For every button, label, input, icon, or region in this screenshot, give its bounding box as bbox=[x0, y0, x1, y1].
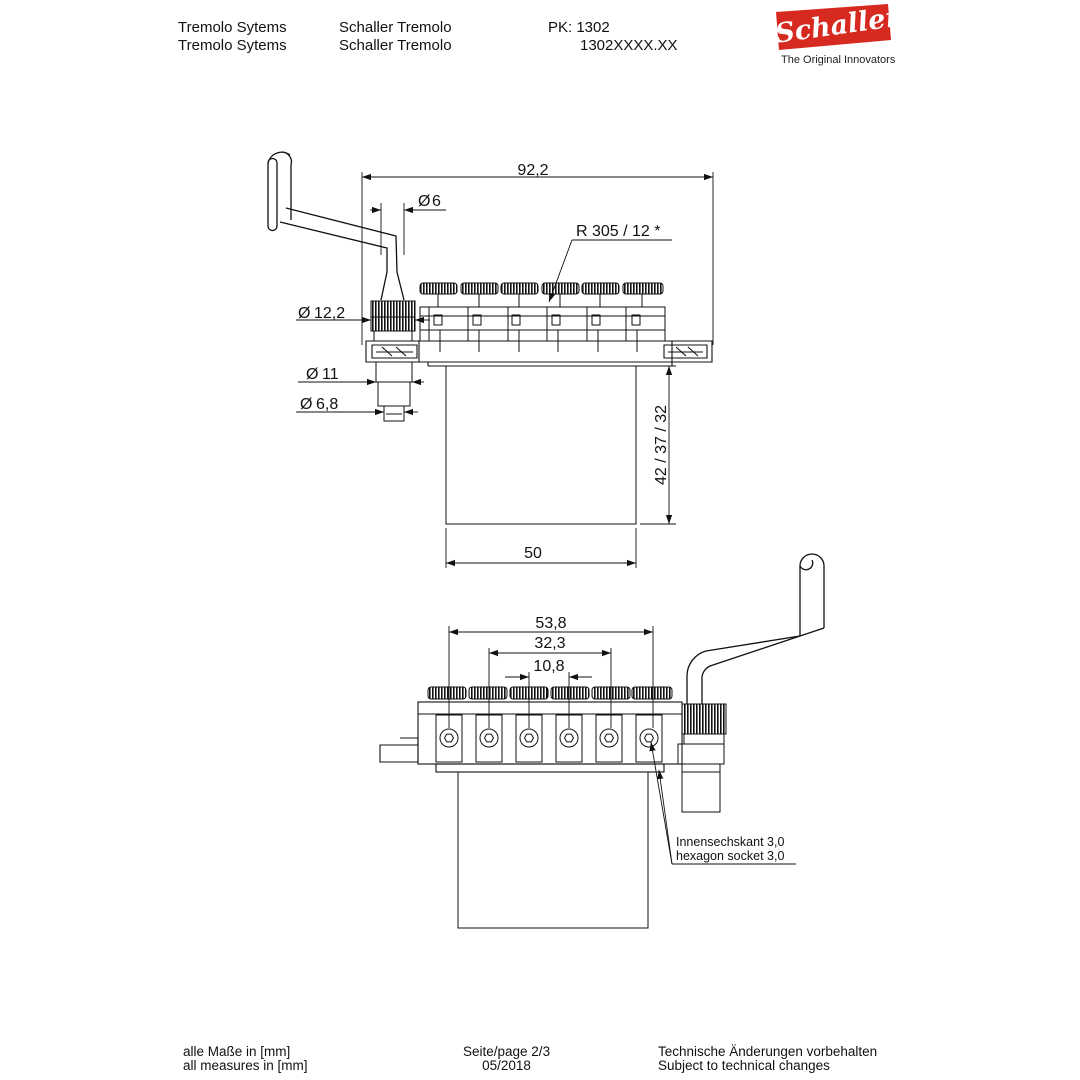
header-product-line1: Schaller Tremolo bbox=[339, 19, 452, 36]
front-arm-knob bbox=[682, 704, 726, 734]
front-tremolo-arm bbox=[687, 554, 824, 704]
dim-radius: R 305 / 12 * bbox=[576, 223, 661, 240]
dim-collar-diameter-symbol: Ø bbox=[306, 366, 319, 383]
front-fine-tuners bbox=[428, 687, 672, 699]
header-category-line1: Tremolo Sytems bbox=[178, 19, 287, 36]
footer-units-de: alle Maße in [mm] bbox=[183, 1044, 291, 1059]
footer-units bbox=[183, 1045, 308, 1073]
front-view bbox=[380, 554, 824, 928]
logo-tagline: The Original Innovators bbox=[781, 54, 896, 66]
side-view bbox=[268, 152, 712, 524]
footer-units-en: all measures in [mm] bbox=[183, 1058, 308, 1073]
front-sustain-block bbox=[458, 772, 648, 928]
hex-socket-label-en: hexagon socket 3,0 bbox=[676, 849, 785, 863]
dim-inner-spacing: 10,8 bbox=[533, 658, 565, 675]
hex-socket-label-de: Innensechskant 3,0 bbox=[676, 835, 785, 849]
dim-overall-width: 92,2 bbox=[517, 162, 549, 179]
footer-page-info bbox=[463, 1045, 550, 1073]
dim-knob-diameter-symbol: Ø bbox=[298, 305, 311, 322]
dim-knob-diameter: 12,2 bbox=[314, 305, 346, 322]
header-pk-number: PK: 1302 bbox=[548, 19, 610, 36]
side-fine-tuners bbox=[420, 283, 663, 307]
dim-outer-spacing: 53,8 bbox=[535, 615, 567, 632]
side-tremolo-arm bbox=[268, 152, 404, 300]
footer-notice-de: Technische Änderungen vorbehalten bbox=[658, 1044, 878, 1059]
side-arm-knob bbox=[371, 301, 415, 331]
footer-date: 05/2018 bbox=[482, 1058, 531, 1073]
footer-notice bbox=[658, 1045, 877, 1073]
dim-block-height: 42 / 37 / 32 bbox=[653, 404, 670, 486]
header-article-number: 1302XXXX.XX bbox=[580, 37, 678, 54]
header-category-line2: Tremolo Sytems bbox=[178, 37, 287, 54]
footer-notice-en: Subject to technical changes bbox=[658, 1058, 830, 1073]
dim-middle-spacing: 32,3 bbox=[534, 635, 566, 652]
dim-post-diameter: 6,8 bbox=[316, 396, 339, 413]
side-saddles bbox=[420, 307, 665, 352]
header-product-line2: Schaller Tremolo bbox=[339, 37, 452, 54]
dim-arm-diameter-symbol: Ø bbox=[418, 193, 431, 210]
front-mounting-post bbox=[678, 734, 724, 812]
dim-arm-diameter: 6 bbox=[432, 193, 441, 210]
logo-wordmark: Schaller bbox=[773, 1, 902, 50]
side-baseplate bbox=[366, 341, 712, 366]
footer-page-number: Seite/page 2/3 bbox=[463, 1044, 551, 1059]
dim-post-diameter-symbol: Ø bbox=[300, 396, 313, 413]
side-sustain-block bbox=[446, 366, 636, 524]
dim-collar-diameter: 11 bbox=[322, 366, 339, 383]
dim-block-width: 50 bbox=[524, 545, 542, 562]
front-hex-sockets bbox=[440, 729, 658, 747]
